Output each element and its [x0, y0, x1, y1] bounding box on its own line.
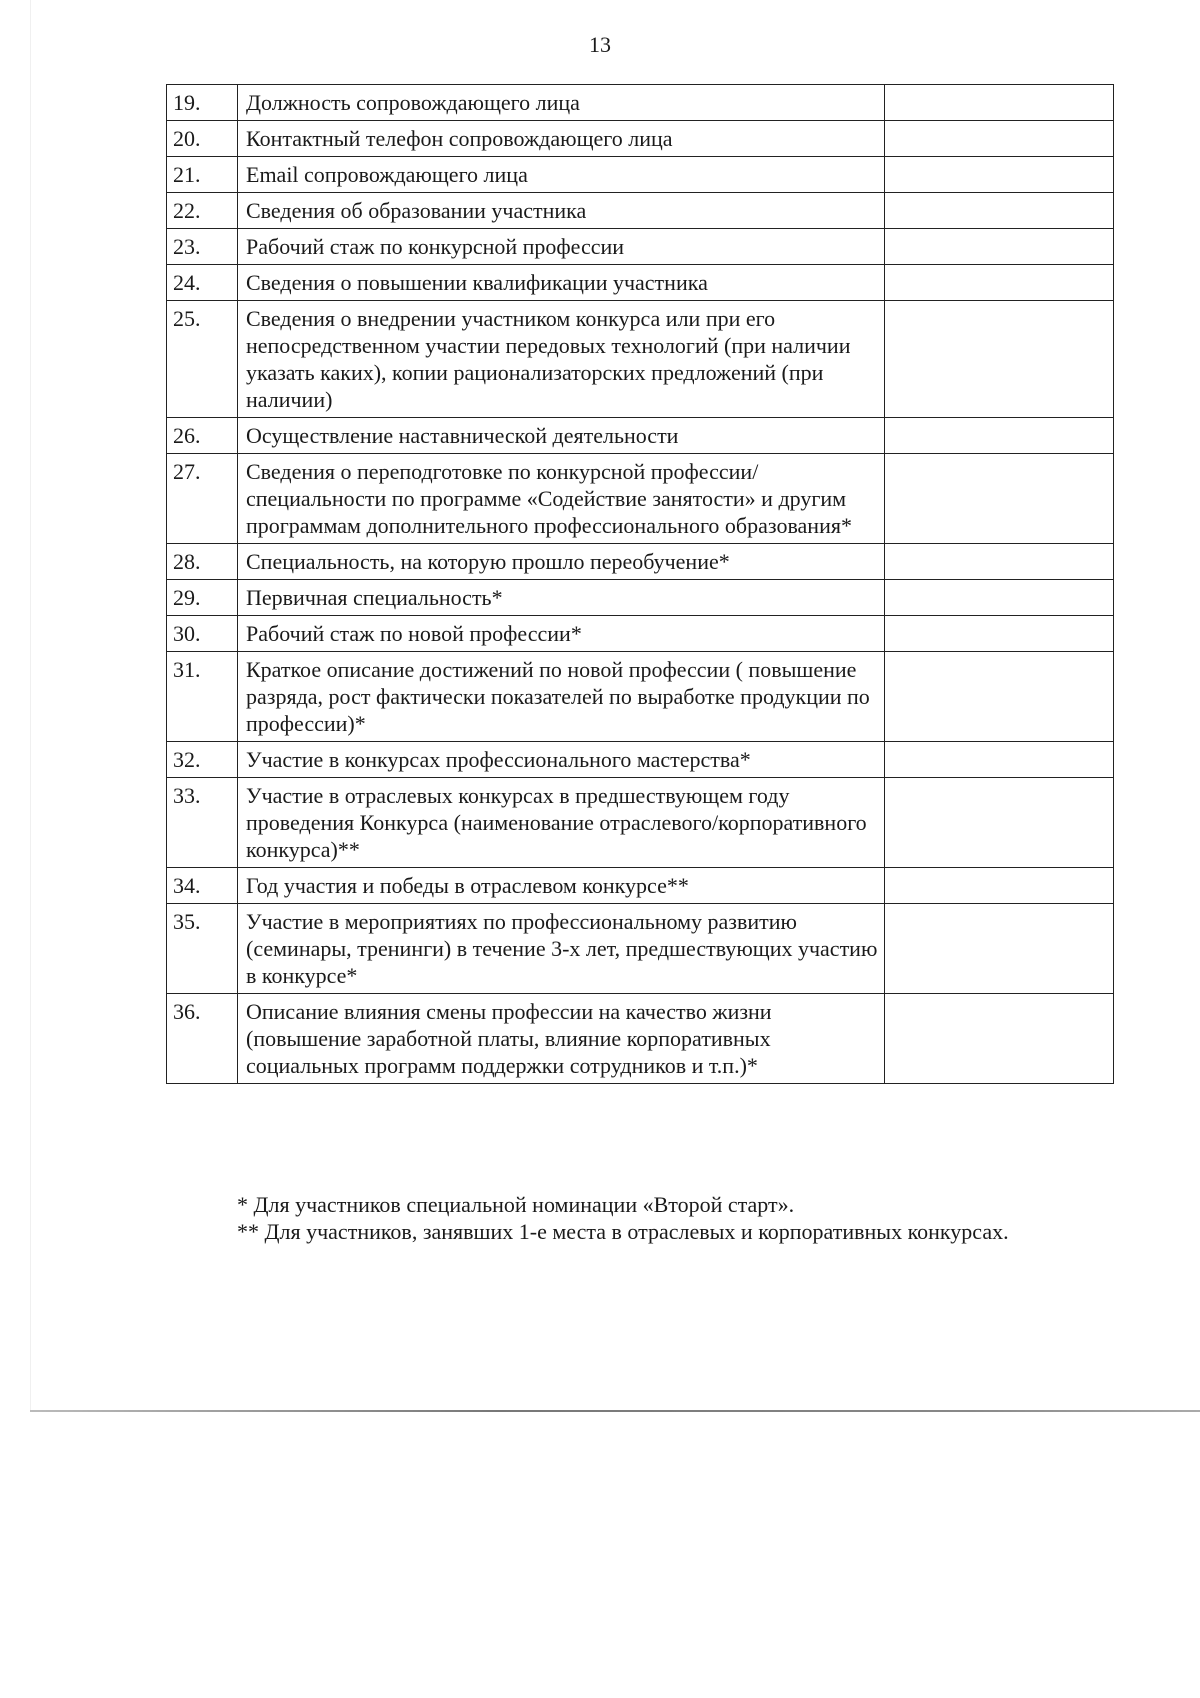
row-number: 33. [167, 778, 238, 868]
row-value-cell[interactable] [885, 265, 1114, 301]
footnotes [185, 1191, 1110, 1245]
table-row [167, 301, 1114, 418]
row-label: Краткое описание достижений по новой профессии ( повышение разряда, рост фактически показателей по выработке продукции по профессии)* [238, 652, 885, 742]
table-row [167, 544, 1114, 580]
row-value-cell[interactable] [885, 454, 1114, 544]
row-value-cell[interactable] [885, 616, 1114, 652]
row-number: 27. [167, 454, 238, 544]
table-row [167, 418, 1114, 454]
row-value-cell[interactable] [885, 301, 1114, 418]
row-value-cell[interactable] [885, 121, 1114, 157]
row-value-cell[interactable] [885, 778, 1114, 868]
table-row [167, 616, 1114, 652]
scan-edge [30, 0, 31, 1410]
row-number: 20. [167, 121, 238, 157]
table-row [167, 193, 1114, 229]
row-label: Сведения о внедрении участником конкурса или при его непосредственном участии передовых технологий (при наличии указать каких), копии рационализаторских предложений (при наличии) [238, 301, 885, 418]
footnote-second-start: * Для участников специальной номинации «Второй старт». [237, 1192, 795, 1217]
row-value-cell[interactable] [885, 742, 1114, 778]
row-label: Первичная специальность* [238, 580, 885, 616]
row-label: Сведения о переподготовке по конкурсной профессии/специальности по программе «Содействие занятости» и другим программам дополнительного профессионального образования* [238, 454, 885, 544]
row-number: 28. [167, 544, 238, 580]
row-number: 29. [167, 580, 238, 616]
table-row [167, 778, 1114, 868]
row-value-cell[interactable] [885, 652, 1114, 742]
row-number: 19. [167, 85, 238, 121]
row-number: 21. [167, 157, 238, 193]
footnote-first-places: ** Для участников, занявших 1-е места в отраслевых и корпоративных конкурсах. [237, 1219, 1009, 1244]
table-row [167, 85, 1114, 121]
row-label: Рабочий стаж по конкурсной профессии [238, 229, 885, 265]
row-label: Специальность, на которую прошло переобучение* [238, 544, 885, 580]
row-number: 32. [167, 742, 238, 778]
row-label: Описание влияния смены профессии на качество жизни (повышение заработной платы, влияние корпоративных социальных программ поддержки сотрудников и т.п.)* [238, 994, 885, 1084]
table-row [167, 454, 1114, 544]
row-number: 23. [167, 229, 238, 265]
row-value-cell[interactable] [885, 868, 1114, 904]
row-number: 31. [167, 652, 238, 742]
row-number: 34. [167, 868, 238, 904]
row-number: 25. [167, 301, 238, 418]
row-label: Участие в отраслевых конкурсах в предшествующем году проведения Конкурса (наименование отраслевого/корпоративного конкурса)** [238, 778, 885, 868]
table-row [167, 157, 1114, 193]
row-label: Рабочий стаж по новой профессии* [238, 616, 885, 652]
row-number: 22. [167, 193, 238, 229]
row-number: 36. [167, 994, 238, 1084]
table-row [167, 994, 1114, 1084]
row-label: Контактный телефон сопровождающего лица [238, 121, 885, 157]
row-value-cell[interactable] [885, 904, 1114, 994]
row-label: Сведения о повышении квалификации участника [238, 265, 885, 301]
table-row [167, 580, 1114, 616]
table-row [167, 121, 1114, 157]
row-number: 35. [167, 904, 238, 994]
row-label: Год участия и победы в отраслевом конкурсе** [238, 868, 885, 904]
row-label: Участие в конкурсах профессионального мастерства* [238, 742, 885, 778]
table-row [167, 652, 1114, 742]
row-label: Участие в мероприятиях по профессиональному развитию (семинары, тренинги) в течение 3-х лет, предшествующих участию в конкурсе* [238, 904, 885, 994]
table-row [167, 742, 1114, 778]
table-row [167, 265, 1114, 301]
scan-edge-line [30, 1410, 1200, 1412]
row-value-cell[interactable] [885, 193, 1114, 229]
table-row [167, 868, 1114, 904]
table-row [167, 904, 1114, 994]
row-value-cell[interactable] [885, 994, 1114, 1084]
row-label: Должность сопровождающего лица [238, 85, 885, 121]
row-number: 24. [167, 265, 238, 301]
row-number: 26. [167, 418, 238, 454]
row-label: Осуществление наставнической деятельности [238, 418, 885, 454]
table-row [167, 229, 1114, 265]
page-number: 13 [589, 32, 611, 57]
row-value-cell[interactable] [885, 544, 1114, 580]
row-value-cell[interactable] [885, 157, 1114, 193]
row-value-cell[interactable] [885, 229, 1114, 265]
participant-form-table [166, 84, 1114, 1084]
row-label: Сведения об образовании участника [238, 193, 885, 229]
row-value-cell[interactable] [885, 580, 1114, 616]
row-value-cell[interactable] [885, 418, 1114, 454]
row-value-cell[interactable] [885, 85, 1114, 121]
row-label: Email сопровождающего лица [238, 157, 885, 193]
row-number: 30. [167, 616, 238, 652]
